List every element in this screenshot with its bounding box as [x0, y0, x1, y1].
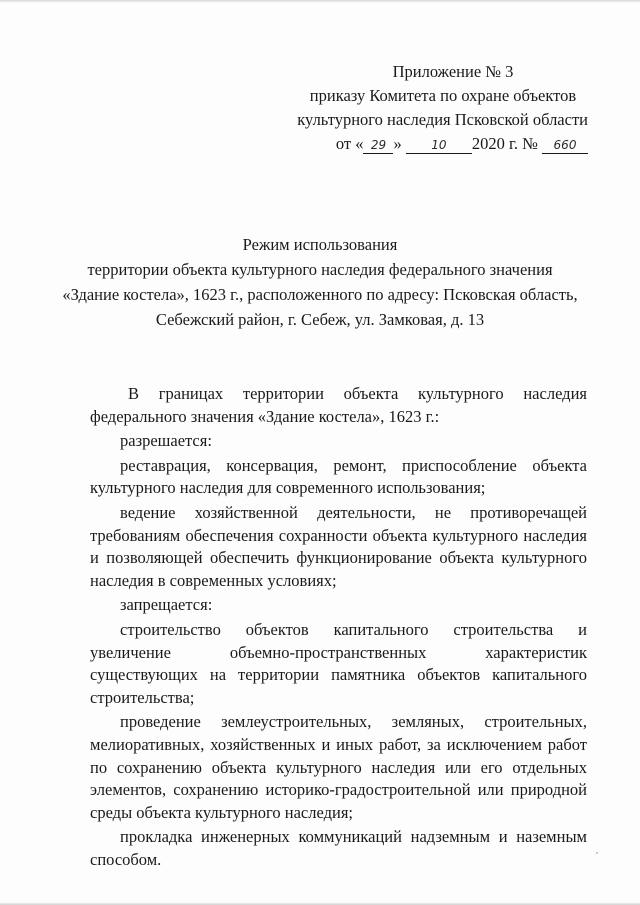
appendix-header: [288, 60, 588, 156]
allowed-item-2: ведение хозяйственной деятельности, не противоречащей требованиям обеспечения сохранности объекта культурного наследия и позволяющей обеспечить функционирование объекта культурного наследия в современных условиях;: [90, 502, 587, 590]
forbidden-label: запрещается:: [120, 595, 213, 615]
date-mid: »: [393, 134, 402, 153]
scan-edge-top: [0, 0, 640, 3]
scan-speck: [596, 852, 598, 854]
handwritten-month: 10: [406, 137, 472, 154]
document-body: [90, 383, 587, 873]
allowed-item-1: реставрация, консервация, ремонт, приспособление объекта культурного наследия для современного использования;: [90, 455, 587, 498]
handwritten-order-number: 660: [542, 137, 588, 154]
appendix-number: Приложение № 3: [392, 62, 514, 81]
order-reference-line1: приказу Комитета по охране объектов: [309, 86, 577, 105]
allowed-label: разрешается:: [120, 431, 212, 451]
order-reference-line2: культурного наследия Псковской области: [297, 110, 588, 129]
forbidden-item-2: проведение землеустроительных, земляных, строительных, мелиоративных, хозяйственных и иных работ, за исключением работ по сохранению объекта культурного наследия или его отдельных элементов, сохранению историко-градостроительной или природной среды объекта культурного наследия;: [90, 712, 587, 822]
title-line1: Режим использования: [242, 235, 398, 254]
forbidden-item-3: прокладка инженерных коммуникаций надземным и наземным способом.: [90, 827, 587, 869]
title-line3: «Здание костела», 1623 г., расположенного по адресу: Псковская область,: [62, 285, 578, 304]
handwritten-day: 29: [363, 137, 393, 154]
date-prefix: от «: [335, 134, 364, 153]
document-title: [40, 232, 600, 332]
date-year: 2020 г. №: [471, 134, 538, 153]
order-date-line: [288, 132, 588, 156]
forbidden-item-1: строительство объектов капитального строительства и увеличение объемно-пространственных характеристик существующих на территории памятника объектов капитального строительства;: [90, 619, 587, 707]
title-line4: Себежский район, г. Себеж, ул. Замковая, д. 13: [155, 310, 485, 329]
title-line2: территории объекта культурного наследия федерального значения: [87, 260, 553, 279]
intro-paragraph: В границах территории объекта культурного наследия федерального значения «Здание костела», 1623 г.:: [90, 384, 587, 426]
